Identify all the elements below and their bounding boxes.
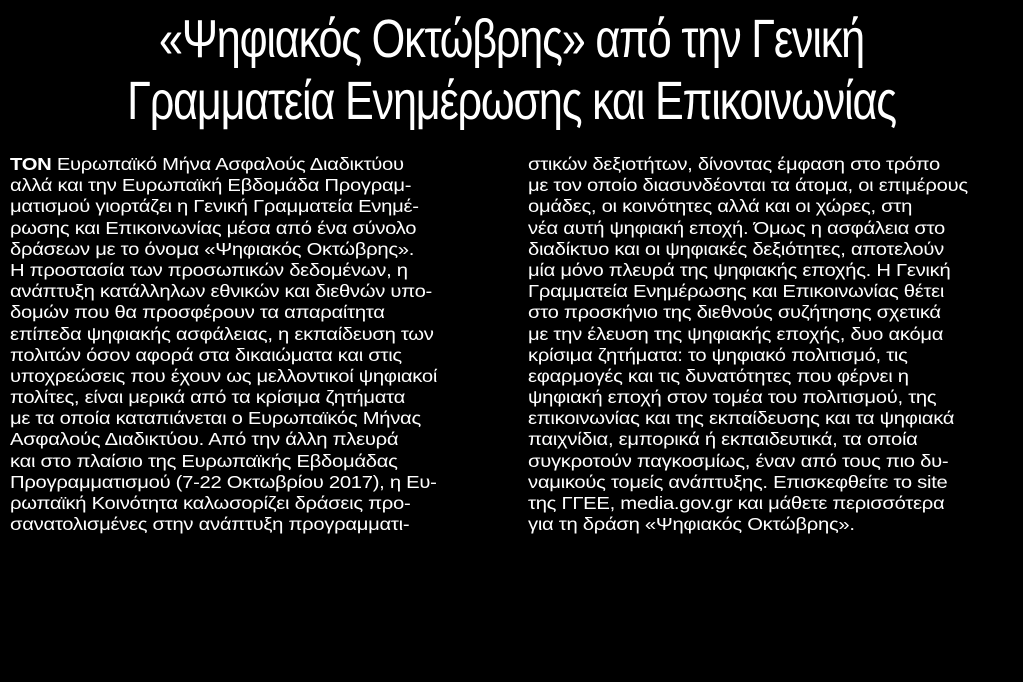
article-line: στικών δεξιοτήτων, δίνοντας έμφαση στο τρόπο — [528, 154, 940, 174]
article-line: επικοινωνίας και της εκπαίδευσης και τα ψηφιακά — [528, 408, 955, 429]
article-line: με τον οποίο διασυνδέονται τα άτομα, οι επιμέρους — [528, 175, 968, 196]
article-line: υποχρεώσεις που έχουν ως μελλοντικοί ψηφιακοί — [10, 365, 438, 386]
headline-line-2: Γραμματεία Ενημέρωσης και Επικοινωνίας — [127, 71, 896, 131]
article-line: πολιτών όσον αφορά στα δικαιώματα και στις — [10, 344, 402, 365]
article-line — [10, 154, 574, 175]
article-line: σανατολισμένες στην ανάπτυξη προγραμματι- — [10, 514, 410, 535]
article-line: Προγραμματισμού (7-22 Οκτωβρίου 2017), η Ευ- — [10, 471, 437, 492]
lead-word: ΤΟΝ — [10, 154, 52, 174]
article-line: επίπεδα ψηφιακής ασφάλειας, η εκπαίδευση των — [10, 323, 434, 344]
article-left-column — [10, 154, 500, 535]
article-line: στο προσκήνιο της διεθνούς συζήτησης σχετικά — [528, 302, 941, 323]
headline — [102, 8, 920, 132]
article-line: δομών που θα προσφέρουν τα απαραίτητα — [10, 302, 385, 323]
article-line: ψηφιακή εποχή στον τομέα του πολιτισμού, της — [528, 387, 937, 408]
article-line: παιχνίδια, εμπορικά ή εκπαιδευτικά, τα οποία — [528, 429, 918, 450]
article-line: συγκροτούν παγκοσμίως, έναν από τους πιο δυ- — [528, 450, 949, 471]
article-right-column — [528, 154, 1018, 535]
article-line: ναμικούς τομείς ανάπτυξης. Επισκεφθείτε το site — [528, 471, 948, 492]
article-line: Ασφαλούς Διαδικτύου. Από την άλλη πλευρά — [10, 429, 399, 450]
article-line: εφαρμογές και τις δυνατότητες που φέρνει η — [528, 365, 909, 386]
article-line: με την έλευση της ψηφιακής εποχής, δυο ακόμα — [528, 323, 944, 344]
article-line: κρίσιμα ζητήματα: το ψηφιακό πολιτισμό, τις — [528, 344, 908, 365]
article-line: ομάδες, οι κοινότητες αλλά και οι χώρες, στη — [528, 196, 913, 217]
article-line: πολίτες, είναι μερικά από τα κρίσιμα ζητήματα — [10, 387, 405, 408]
article-line: διαδίκτυο και οι ψηφιακές δεξιότητες, αποτελούν — [528, 238, 944, 259]
article-line-text: Ευρωπαϊκό Μήνα Ασφαλούς Διαδικτύου — [56, 154, 404, 174]
article-line: νέα αυτή ψηφιακή εποχή. Όμως η ασφάλεια στο — [528, 217, 945, 238]
article-line: με τα οποία καταπιάνεται ο Ευρωπαϊκός Μήνας — [10, 408, 421, 429]
article-line: και στο πλαίσιο της Ευρωπαϊκής Εβδομάδας — [10, 450, 398, 471]
article-line: μία μόνο πλευρά της ψηφιακής εποχής. Η Γενική — [528, 259, 951, 280]
article-line: δράσεων με το όνομα «Ψηφιακός Οκτώβρης». — [10, 238, 415, 259]
article-line: της ΓΓΕΕ, media.gov.gr και μάθετε περισσότερα — [528, 493, 945, 513]
article-line: για τη δράση «Ψηφιακός Οκτώβρης». — [528, 514, 855, 535]
article-line: ματισμού γιορτάζει η Γενική Γραμματεία Ενημέ- — [10, 196, 419, 217]
article-line: Η προστασία των προσωπικών δεδομένων, η — [10, 259, 408, 280]
article-line: ανάπτυξη κατάλληλων εθνικών και διεθνών υπο- — [10, 281, 432, 302]
article-line: ρωσης και Επικοινωνίας μέσα από ένα σύνολο — [10, 217, 417, 238]
article-line: αλλά και την Ευρωπαϊκή Εβδομάδα Προγραμ- — [10, 175, 412, 196]
article-line: Γραμματεία Ενημέρωσης και Επικοινωνίας θέτει — [528, 281, 945, 302]
article-line: ρωπαϊκή Κοινότητα καλωσορίζει δράσεις προ- — [10, 493, 411, 513]
headline-line-1: «Ψηφιακός Οκτώβρης» από την Γενική — [159, 9, 864, 69]
